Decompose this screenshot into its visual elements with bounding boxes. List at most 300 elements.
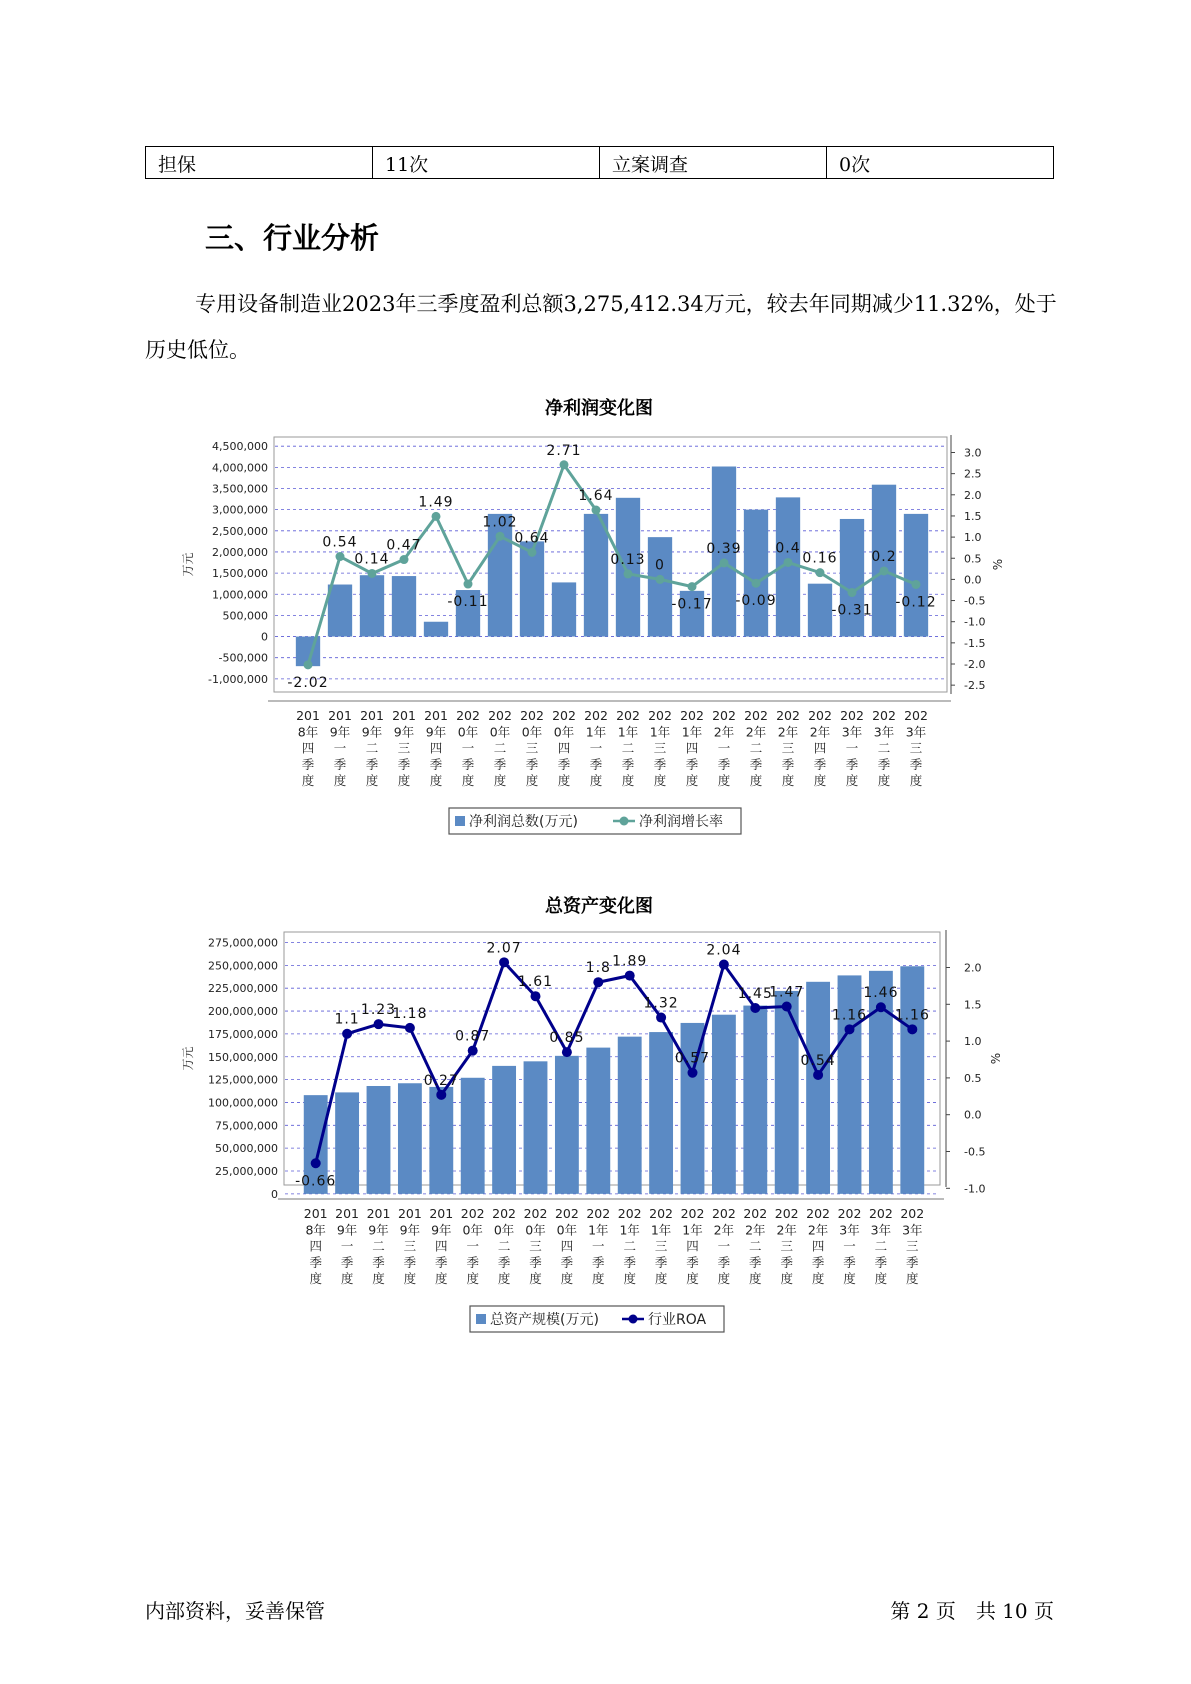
y2-tick-label: -1.5 [964, 636, 986, 650]
data-label: 1.89 [612, 953, 648, 970]
y2-tick-label: 0.5 [964, 552, 982, 566]
category-label: 3年 [873, 724, 895, 740]
data-label: 0.85 [549, 1030, 585, 1047]
category-label: 度 [653, 773, 667, 789]
y-tick-label: 125,000,000 [208, 1073, 278, 1087]
line-point [813, 1070, 823, 1080]
bar [552, 582, 576, 636]
category-label: 一 [466, 1238, 479, 1254]
category-label: 季 [340, 1254, 354, 1270]
category-label: 202 [900, 1206, 925, 1221]
y-tick-label: 250,000,000 [208, 959, 278, 973]
y2-tick-label: -2.5 [964, 679, 986, 693]
category-label: 度 [813, 773, 827, 789]
category-label: 度 [811, 1271, 825, 1287]
y-tick-label: 225,000,000 [208, 982, 278, 996]
category-label: 度 [621, 773, 635, 789]
category-label: 季 [685, 756, 699, 772]
line-point [336, 552, 345, 561]
category-label: 202 [617, 1206, 642, 1221]
category-label: 1年 [585, 724, 607, 740]
category-label: 季 [435, 1254, 448, 1270]
category-label: 四 [435, 1238, 448, 1254]
category-label: 202 [648, 708, 672, 723]
category-label: 二 [623, 1238, 636, 1254]
data-label: 0 [655, 557, 665, 574]
category-label: 201 [424, 708, 448, 723]
category-label: 3年 [870, 1222, 892, 1238]
category-label: 2年 [776, 1222, 797, 1238]
y2-tick-label: 1.5 [964, 509, 982, 523]
line-point [625, 971, 635, 981]
category-label: 度 [592, 1271, 605, 1287]
category-label: 季 [749, 756, 763, 772]
data-label: 0.14 [354, 551, 390, 568]
data-label: 1.8 [585, 960, 611, 977]
y2-axis-label: % [991, 558, 1005, 571]
chart-title-net-profit: 净利润变化图 [545, 398, 653, 419]
line-point [784, 558, 793, 567]
category-label: 二 [372, 1238, 385, 1254]
y-tick-label: 200,000,000 [208, 1005, 278, 1019]
legend-swatch-point [620, 817, 629, 826]
category-label: 0年 [493, 1222, 515, 1238]
category-label: 0年 [525, 1222, 546, 1238]
y2-tick-label: 2.5 [964, 467, 982, 481]
category-label: 度 [685, 773, 699, 789]
data-label: 1.16 [831, 1007, 868, 1024]
y-tick-label: 1,500,000 [212, 567, 268, 581]
line-point [528, 548, 537, 557]
data-label: 2.04 [706, 942, 742, 959]
category-label: 季 [403, 1254, 417, 1270]
line-point [432, 512, 441, 521]
data-label: -0.11 [447, 594, 489, 611]
y-tick-label: 75,000,000 [215, 1119, 278, 1133]
category-label: 201 [296, 708, 320, 723]
line-point [560, 460, 569, 469]
category-label: 201 [366, 1206, 391, 1221]
data-label: 0.4 [775, 540, 801, 557]
y2-tick-label: 0.5 [964, 1071, 982, 1085]
category-label: 9年 [431, 1222, 452, 1238]
category-label: 201 [429, 1206, 454, 1221]
category-label: 202 [837, 1206, 862, 1221]
data-label: -0.09 [735, 593, 777, 610]
category-label: 202 [808, 708, 832, 723]
category-label: 2年 [713, 1222, 735, 1238]
category-label: 三 [525, 740, 539, 756]
line-point [880, 566, 889, 575]
category-label: 202 [806, 1206, 831, 1221]
bar [584, 514, 608, 637]
category-label: 度 [654, 1271, 668, 1287]
line-point [405, 1023, 415, 1033]
category-label: 度 [435, 1271, 448, 1287]
line-point [499, 957, 509, 967]
y2-tick-label: -1.0 [964, 1182, 986, 1196]
y-tick-label: 175,000,000 [208, 1027, 278, 1041]
category-label: 9年 [329, 724, 351, 740]
category-label: 201 [360, 708, 384, 723]
category-label: 二 [621, 740, 635, 756]
category-label: 四 [813, 740, 827, 756]
data-label: 0.13 [610, 551, 646, 568]
category-label: 季 [301, 756, 315, 772]
category-label: 四 [309, 1238, 322, 1254]
category-label: 202 [649, 1206, 674, 1221]
footer-page-number: 第 2 页 共 10 页 [890, 1599, 1054, 1623]
category-label: 2年 [745, 1222, 766, 1238]
legend-swatch-bar [455, 816, 465, 826]
category-label: 季 [843, 1254, 856, 1270]
category-label: 1年 [682, 1222, 703, 1238]
category-label: 度 [557, 773, 571, 789]
bar [328, 585, 352, 637]
y-axis-label: 万元 [181, 1046, 195, 1071]
bar [398, 1083, 422, 1194]
y2-tick-label: 0.0 [964, 573, 982, 587]
category-label: 0年 [457, 724, 479, 740]
category-label: 二 [365, 740, 379, 756]
category-label: 1年 [617, 724, 639, 740]
category-label: 度 [493, 773, 507, 789]
data-label: 1.1 [334, 1011, 360, 1028]
bar [335, 1092, 359, 1193]
category-label: 3年 [905, 724, 927, 740]
category-label: 季 [309, 1254, 322, 1270]
y-tick-label: 4,000,000 [212, 461, 268, 475]
y-tick-label: 4,500,000 [212, 440, 268, 454]
category-label: 一 [717, 1238, 731, 1254]
y-tick-label: 2,000,000 [212, 545, 268, 559]
category-label: 0年 [553, 724, 575, 740]
category-label: 季 [466, 1254, 479, 1270]
category-label: 度 [333, 773, 347, 789]
category-label: 202 [616, 708, 640, 723]
y-tick-label: 25,000,000 [215, 1165, 278, 1178]
category-label: 季 [461, 756, 475, 772]
data-label: 1.32 [643, 995, 679, 1012]
category-label: 2年 [713, 724, 735, 740]
category-label: 季 [621, 756, 635, 772]
bar [360, 575, 384, 636]
category-label: 9年 [393, 724, 415, 740]
bar [555, 1056, 579, 1194]
category-label: 季 [589, 756, 603, 772]
category-label: 度 [429, 773, 443, 789]
category-label: 201 [328, 708, 352, 723]
category-label: 9年 [361, 724, 383, 740]
category-label: 季 [749, 1254, 762, 1270]
category-label: 9年 [399, 1222, 421, 1238]
category-label: 度 [397, 773, 411, 789]
category-label: 季 [529, 1254, 542, 1270]
category-label: 1年 [588, 1222, 609, 1238]
category-label: 季 [525, 756, 539, 772]
category-label: 季 [813, 756, 827, 772]
data-label: 0.27 [423, 1072, 459, 1089]
category-label: 202 [743, 1206, 768, 1221]
y-tick-label: 1,000,000 [212, 588, 268, 602]
category-label: 三 [780, 1238, 793, 1254]
y-tick-label: -500,000 [218, 651, 268, 665]
line-point [624, 569, 633, 578]
category-label: 2年 [809, 724, 831, 740]
category-label: 度 [309, 1271, 322, 1287]
category-label: 季 [493, 756, 507, 772]
data-label: 1.47 [769, 984, 805, 1001]
line-point [719, 960, 729, 970]
data-label: 0.39 [706, 540, 742, 557]
line-point [562, 1047, 572, 1057]
category-label: 季 [717, 1254, 731, 1270]
data-label: 0.16 [802, 550, 838, 567]
category-label: 度 [372, 1271, 385, 1287]
category-label: 2年 [807, 1222, 829, 1238]
y-tick-label: 50,000,000 [215, 1142, 278, 1156]
category-label: 一 [461, 740, 475, 756]
category-label: 四 [560, 1238, 574, 1254]
category-label: 1年 [681, 724, 703, 740]
y2-tick-label: 1.0 [964, 1035, 982, 1049]
bar [461, 1078, 485, 1194]
category-label: 二 [877, 740, 891, 756]
category-label: 度 [717, 773, 731, 789]
data-label: 2.07 [486, 940, 522, 957]
bar [743, 1006, 767, 1194]
category-label: 202 [552, 708, 576, 723]
category-label: 二 [749, 740, 763, 756]
bar [648, 537, 672, 636]
bar [424, 622, 448, 637]
y-tick-label: 0 [271, 1187, 278, 1201]
y2-tick-label: -0.5 [964, 594, 986, 608]
category-label: 2年 [777, 724, 799, 740]
category-label: 季 [717, 756, 731, 772]
line-point [368, 569, 377, 578]
line-point [750, 1003, 760, 1013]
data-label: -0.31 [831, 602, 873, 619]
category-label: 202 [711, 1206, 736, 1221]
data-label: 1.49 [418, 494, 454, 511]
category-label: 季 [653, 756, 667, 772]
category-label: 二 [874, 1238, 888, 1254]
category-label: 季 [557, 756, 571, 772]
category-label: 度 [497, 1271, 511, 1287]
category-label: 季 [781, 756, 795, 772]
section-heading: 三、行业分析 [205, 221, 380, 255]
category-label: 季 [365, 756, 379, 772]
category-label: 度 [403, 1271, 417, 1287]
category-label: 季 [909, 756, 923, 772]
line-point [400, 555, 409, 564]
line-point [592, 506, 601, 515]
data-label: 0.57 [674, 1050, 711, 1067]
category-label: 一 [589, 740, 603, 756]
category-label: 度 [749, 1271, 762, 1287]
category-label: 度 [749, 773, 763, 789]
chart-title-total-assets: 总资产变化图 [545, 896, 653, 917]
table-cell: 0次 [827, 147, 1054, 179]
category-label: 季 [780, 1254, 793, 1270]
line-point [374, 1019, 384, 1029]
category-label: 度 [874, 1271, 888, 1287]
category-label: 度 [909, 773, 923, 789]
category-label: 季 [874, 1254, 888, 1270]
line-point [496, 532, 505, 541]
category-label: 一 [845, 740, 859, 756]
footer-left: 内部资料，妥善保管 [145, 1599, 325, 1623]
y-tick-label: 2,500,000 [212, 524, 268, 538]
data-label: -0.66 [295, 1173, 337, 1190]
table-cell: 11次 [373, 147, 600, 179]
y2-tick-label: -2.0 [964, 658, 986, 671]
category-label: 3年 [841, 724, 863, 740]
line-point [468, 1046, 478, 1056]
y-tick-label: 100,000,000 [208, 1096, 278, 1110]
line-point [688, 1068, 698, 1078]
category-label: 季 [811, 1254, 825, 1270]
category-label: 1年 [649, 724, 671, 740]
category-label: 一 [592, 1238, 605, 1254]
y2-tick-label: 1.0 [964, 531, 982, 545]
category-label: 季 [372, 1254, 385, 1270]
category-label: 度 [845, 773, 859, 789]
category-label: 季 [560, 1254, 574, 1270]
line-point [752, 579, 761, 588]
y2-tick-label: 2.0 [964, 488, 982, 502]
category-label: 四 [429, 740, 443, 756]
data-label: 1.46 [863, 985, 899, 1002]
category-label: 202 [744, 708, 768, 723]
line-point [912, 580, 921, 589]
category-label: 度 [461, 773, 475, 789]
category-label: 二 [749, 1238, 762, 1254]
line-point [656, 1013, 666, 1023]
category-label: 季 [397, 756, 411, 772]
data-label: 0.64 [514, 530, 550, 547]
bar [712, 1015, 736, 1194]
category-label: 201 [397, 1206, 422, 1221]
category-label: 202 [774, 1206, 799, 1221]
category-label: 季 [686, 1254, 699, 1270]
category-label: 0年 [489, 724, 511, 740]
y2-tick-label: -0.5 [964, 1145, 986, 1159]
y2-tick-label: -1.0 [964, 615, 986, 629]
table-cell: 立案调查 [600, 147, 827, 179]
bar [744, 510, 768, 637]
category-label: 度 [781, 773, 795, 789]
line-point [816, 568, 825, 577]
category-label: 3年 [902, 1222, 923, 1238]
data-label: 0.87 [455, 1028, 491, 1045]
category-label: 四 [686, 1238, 699, 1254]
bar [586, 1048, 610, 1194]
category-label: 一 [717, 740, 731, 756]
y-tick-label: 0 [261, 630, 268, 644]
category-label: 202 [523, 1206, 548, 1221]
category-label: 202 [492, 1206, 517, 1221]
category-label: 度 [466, 1271, 479, 1287]
category-label: 三 [654, 1238, 668, 1254]
category-label: 9年 [368, 1222, 389, 1238]
y2-tick-label: 1.5 [964, 998, 982, 1012]
category-label: 度 [525, 773, 539, 789]
bar [900, 966, 924, 1194]
category-label: 四 [557, 740, 571, 756]
bar [904, 514, 928, 637]
category-label: 度 [906, 1271, 919, 1287]
bar [429, 1087, 453, 1194]
line-point [342, 1029, 352, 1039]
data-label: 1.64 [578, 488, 614, 505]
category-label: 202 [520, 708, 544, 723]
category-label: 9年 [425, 724, 447, 740]
category-label: 1年 [650, 1222, 672, 1238]
category-label: 0年 [462, 1222, 483, 1238]
category-label: 三 [529, 1238, 542, 1254]
category-label: 201 [335, 1206, 360, 1221]
legend-swatch-bar [476, 1314, 486, 1324]
category-label: 季 [906, 1254, 919, 1270]
category-label: 季 [592, 1254, 605, 1270]
category-label: 一 [340, 1238, 354, 1254]
category-label: 季 [877, 756, 891, 772]
category-label: 度 [340, 1271, 354, 1287]
legend-label-bar: 总资产规模(万元) [490, 1312, 599, 1328]
data-label: 1.45 [737, 985, 773, 1002]
data-label: 1.61 [517, 974, 554, 991]
category-label: 202 [680, 708, 704, 723]
category-label: 四 [811, 1238, 825, 1254]
category-label: 一 [333, 740, 347, 756]
category-label: 202 [456, 708, 480, 723]
category-label: 度 [686, 1271, 699, 1287]
data-label: 1.18 [392, 1005, 428, 1022]
data-label: 2.71 [546, 442, 582, 459]
line-point [593, 977, 603, 987]
bar [806, 982, 830, 1194]
line-point [876, 1002, 886, 1012]
category-label: 季 [845, 756, 859, 772]
category-label: 三 [653, 740, 667, 756]
category-label: 202 [680, 1206, 705, 1221]
y-tick-label: 3,000,000 [212, 503, 268, 517]
category-label: 8年 [305, 1222, 326, 1238]
category-label: 三 [403, 1238, 417, 1254]
category-label: 度 [529, 1271, 542, 1287]
category-label: 度 [843, 1271, 856, 1287]
category-label: 三 [397, 740, 411, 756]
line-point [907, 1024, 917, 1034]
bar [367, 1086, 391, 1194]
category-label: 四 [301, 740, 315, 756]
category-label: 二 [497, 1238, 511, 1254]
y-axis-label: 万元 [181, 552, 195, 577]
line-point [311, 1158, 321, 1168]
category-label: 0年 [556, 1222, 578, 1238]
category-label: 202 [586, 1206, 611, 1221]
category-label: 三 [909, 740, 923, 756]
y2-tick-label: 0.0 [964, 1108, 982, 1122]
category-label: 度 [717, 1271, 731, 1287]
line-point [720, 558, 729, 567]
category-label: 度 [589, 773, 603, 789]
category-label: 季 [497, 1254, 511, 1270]
data-label: -0.17 [671, 596, 713, 613]
bar [808, 584, 832, 637]
